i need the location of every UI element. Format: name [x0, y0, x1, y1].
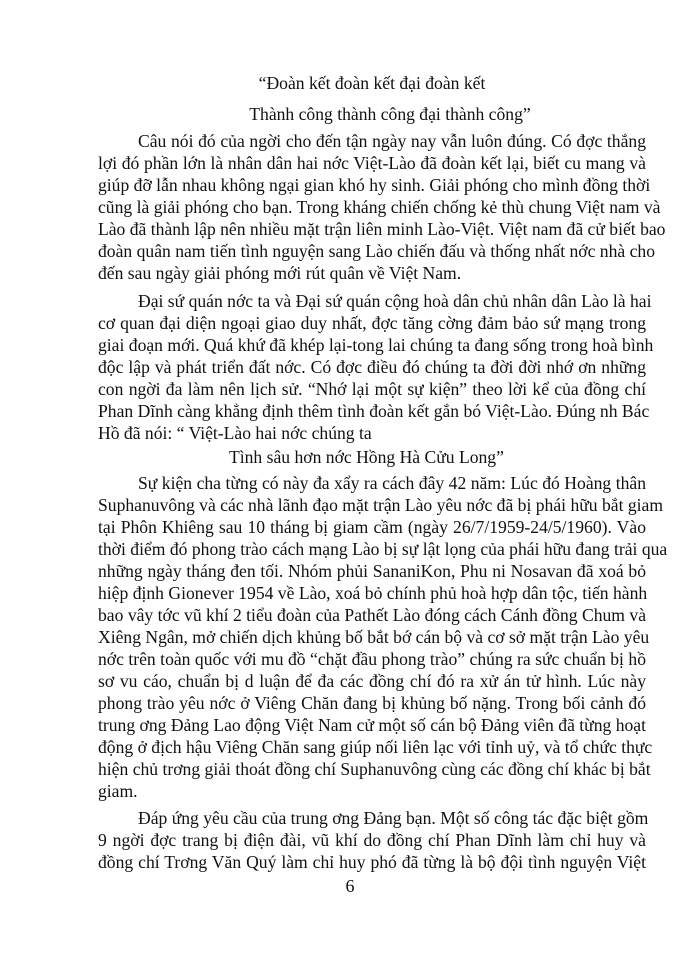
paragraph-line: Đại sứ quán nớc ta và Đại sứ quán cộng hoà dân chủ nhân dân Lào là hai	[138, 291, 652, 311]
paragraph-line: thời điểm đó phong trào cách mạng Lào bị sự lật lọng của phái hữu đang trải qua	[98, 539, 668, 559]
paragraph-line: Lào đã thành lập nên nhiều mặt trận liên minh Lào-Việt. Việt nam đã cử biết bao	[98, 219, 666, 239]
paragraph-line: Hồ đã nói: “ Việt-Lào hai nớc chúng ta	[98, 423, 372, 443]
paragraph-line: phong trào yêu nớc ở Viêng Chăn đang bị khủng bố nặng. Trong bối cảnh đó	[98, 693, 646, 713]
paragraph-line: Đáp ứng yêu cầu của trung ơng Đảng bạn. Một số công tác đặc biệt gồm	[138, 808, 649, 828]
paragraph-line: giúp đỡ lẫn nhau không ngại gian khó hy sinh. Giải phóng cho mình đồng thời	[98, 175, 651, 195]
paragraph-line: Xiêng Ngân, mở chiến dịch khủng bố bắt bớ cán bộ và cơ sở mặt trận Lào yêu	[98, 627, 650, 647]
paragraph-line: động ở địch hậu Viêng Chăn sang giúp nối liên lạc với tỉnh uỷ, và tổ chức thực	[98, 737, 653, 757]
quote-line: Tình sâu hơn nớc Hồng Hà Cửu Long”	[229, 447, 504, 467]
paragraph-line: nớc trên toàn quốc với mu đồ “chặt đầu phong trào” chúng ra sức chuẩn bị hồ	[98, 649, 646, 669]
paragraph-line: đến sau ngày giải phóng mới rút quân về Việt Nam.	[98, 263, 462, 283]
paragraph-line: bao vây tớc vũ khí 2 tiểu đoàn của Pathết Lào đóng cách Cánh đồng Chum và	[98, 605, 646, 625]
paragraph-line: cũng là giải phóng cho bạn. Trong kháng chiến chống kẻ thù chung Việt nam và	[98, 197, 661, 217]
paragraph-line: con ngời đa làm nên lịch sử. “Nhớ lại một sự kiện” theo lời kể của đồng chí	[98, 379, 646, 399]
paragraph-line: hiện chủ trơng giải thoát đồng chí Suphanuvông cùng các đồng chí khác bị bắt	[98, 759, 651, 779]
quote-line: “Đoàn kết đoàn kết đại đoàn kết	[258, 73, 486, 93]
paragraph-line: đồng chí Trơng Văn Quý làm chỉ huy phó đã từng là bộ đội tình nguyện Việt	[98, 852, 646, 872]
paragraph-line: 9 ngời đợc trang bị điện đài, vũ khí do đồng chí Phan Dĩnh làm chỉ huy và	[98, 830, 646, 850]
quote-line: Thành công thành công đại thành công”	[249, 104, 531, 124]
paragraph-line: đoàn quân nam tiến tình nguyện sang Lào chiến đấu và thống nhất nớc nhà cho	[98, 241, 656, 261]
paragraph-line: giam.	[98, 781, 138, 801]
paragraph-line: độc lập và phát triển đất nớc. Có đợc điều đó chúng ta đời đời nhớ ơn những	[98, 357, 646, 377]
paragraph-line: Câu nói đó của ngời cho đến tận ngày nay vẫn luôn đúng. Có đợc thắng	[138, 131, 646, 151]
paragraph-line: Phan Dĩnh càng khẳng định thêm tình đoàn kết gắn bó Việt-Lào. Đúng nh Bác	[98, 401, 650, 421]
paragraph-line: lợi đó phần lớn là nhân dân hai nớc Việt-Lào đã đoàn kết lại, biết cu mang và	[98, 153, 646, 173]
paragraph-line: trung ơng Đảng Lao động Việt Nam cử một số cán bộ Đảng viên đã từng hoạt	[98, 715, 646, 735]
paragraph-line: tại Phôn Khiêng sau 10 tháng bị giam cầm (ngày 26/7/1959-24/5/1960). Vào	[98, 517, 646, 537]
paragraph-line: những ngày tháng đen tối. Nhóm phủi SananiKon, Phu ni Nosavan đã xoá bỏ	[98, 561, 646, 581]
paragraph-line: giai đoạn mới. Quá khứ đã khép lại-tong lai chúng ta đang sống trong hoà bình	[98, 335, 654, 355]
paragraph-line: Sự kiện cha từng có này đa xẩy ra cách đây 42 năm: Lúc đó Hoàng thân	[138, 473, 646, 493]
paragraph-line: cơ quan đại diện ngoại giao duy nhất, đợc tăng cờng đảm bảo sứ mạng trong	[98, 313, 646, 333]
paragraph-line: hiệp định Gionever 1954 về Lào, xoá bỏ chính phủ hoà hợp dân tộc, tiến hành	[98, 583, 648, 603]
page-number: 6	[345, 876, 355, 896]
paragraph-line: sơ vu cáo, chuẩn bị d luận để đa các đồng chí đó ra xử án tử hình. Lúc này	[98, 671, 646, 691]
paragraph-line: Suphanuvông và các nhà lãnh đạo mặt trận Lào yêu nớc đã bị phái hữu bắt giam	[98, 495, 664, 515]
